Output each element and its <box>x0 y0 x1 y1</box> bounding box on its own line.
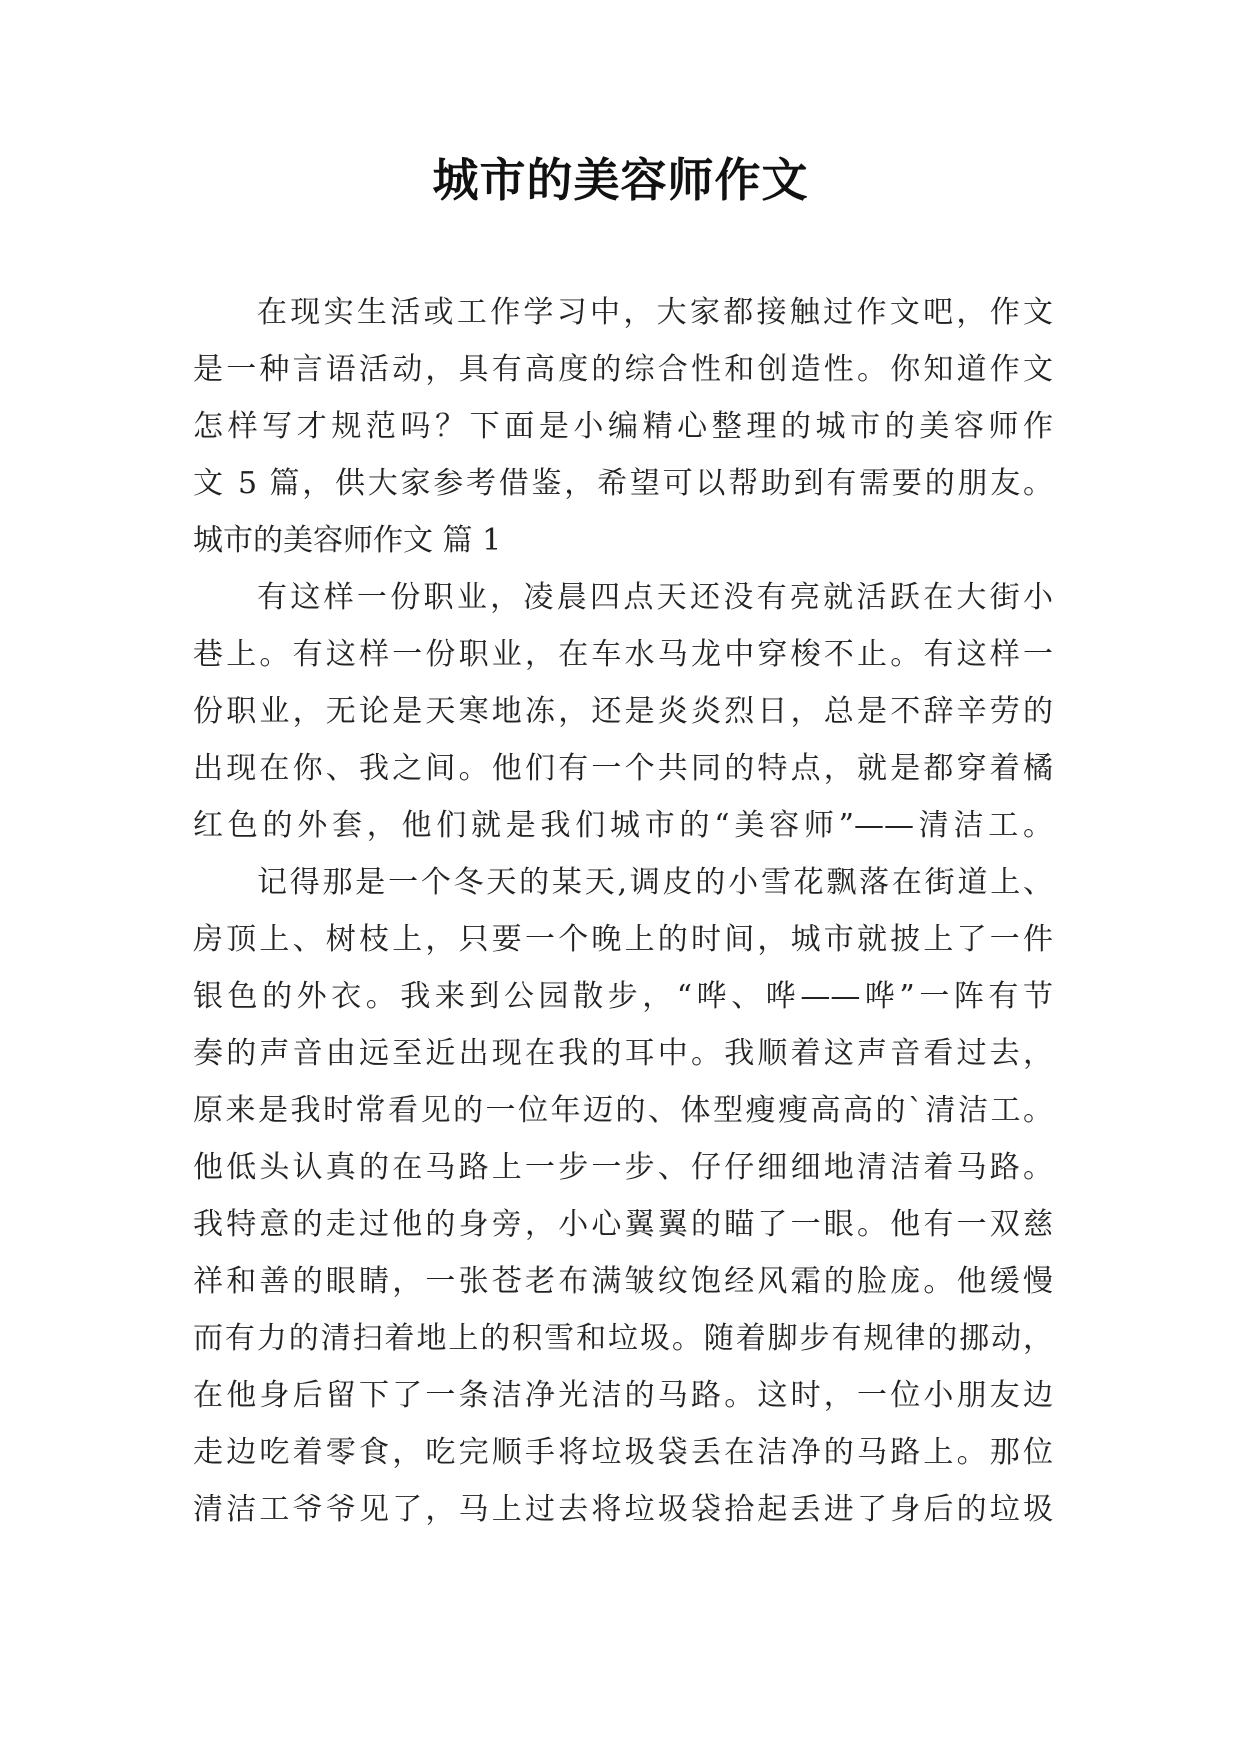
text-line: 红色的外套，他们就是我们城市的“美容师”——清洁工。 <box>193 808 1053 843</box>
text-line: 出现在你、我之间。他们有一个共同的特点，就是都穿着橘 <box>193 751 1053 786</box>
text-line: 走边吃着零食，吃完顺手将垃圾袋丢在洁净的马路上。那位 <box>193 1435 1053 1470</box>
text-line: 有这样一份职业，凌晨四点天还没有亮就活跃在大街小 <box>257 580 1053 615</box>
text-line: 房顶上、树枝上，只要一个晚上的时间，城市就披上了一件 <box>193 922 1053 957</box>
document-body <box>193 284 1053 1538</box>
text-line: 他低头认真的在马路上一步一步、仔仔细细地清洁着马路。 <box>193 1150 1053 1185</box>
text-line: 银色的外衣。我来到公园散步，“哗、哗——哗”一阵有节 <box>193 979 1053 1014</box>
text-line: 份职业，无论是天寒地冻，还是炎炎烈日，总是不辞辛劳的 <box>193 694 1053 729</box>
document-title: 城市的美容师作文 <box>432 153 809 207</box>
text-line: 怎样写才规范吗？下面是小编精心整理的城市的美容师作 <box>193 409 1053 444</box>
text-line: 奏的声音由远至近出现在我的耳中。我顺着这声音看过去， <box>193 1036 1053 1071</box>
text-line: 巷上。有这样一份职业，在车水马龙中穿梭不止。有这样一 <box>193 637 1053 672</box>
section-heading: 城市的美容师作文 篇 1 <box>193 523 502 558</box>
text-line: 我特意的走过他的身旁，小心翼翼的瞄了一眼。他有一双慈 <box>193 1207 1053 1242</box>
text-line: 是一种言语活动，具有高度的综合性和创造性。你知道作文 <box>193 352 1053 387</box>
text-line: 在他身后留下了一条洁净光洁的马路。这时，一位小朋友边 <box>193 1378 1053 1413</box>
text-line: 记得那是一个冬天的某天,调皮的小雪花飘落在街道上、 <box>257 865 1053 900</box>
text-line: 文 5 篇，供大家参考借鉴，希望可以帮助到有需要的朋友。 <box>193 466 1053 501</box>
text-line: 祥和善的眼睛，一张苍老布满皱纹饱经风霜的脸庞。他缓慢 <box>193 1264 1053 1299</box>
text-line: 原来是我时常看见的一位年迈的、体型瘦瘦高高的`清洁工。 <box>193 1093 1053 1128</box>
text-line: 清洁工爷爷见了，马上过去将垃圾袋拾起丢进了身后的垃圾 <box>193 1492 1053 1527</box>
text-line: 而有力的清扫着地上的积雪和垃圾。随着脚步有规律的挪动， <box>193 1321 1053 1356</box>
text-line: 在现实生活或工作学习中，大家都接触过作文吧，作文 <box>257 295 1053 330</box>
